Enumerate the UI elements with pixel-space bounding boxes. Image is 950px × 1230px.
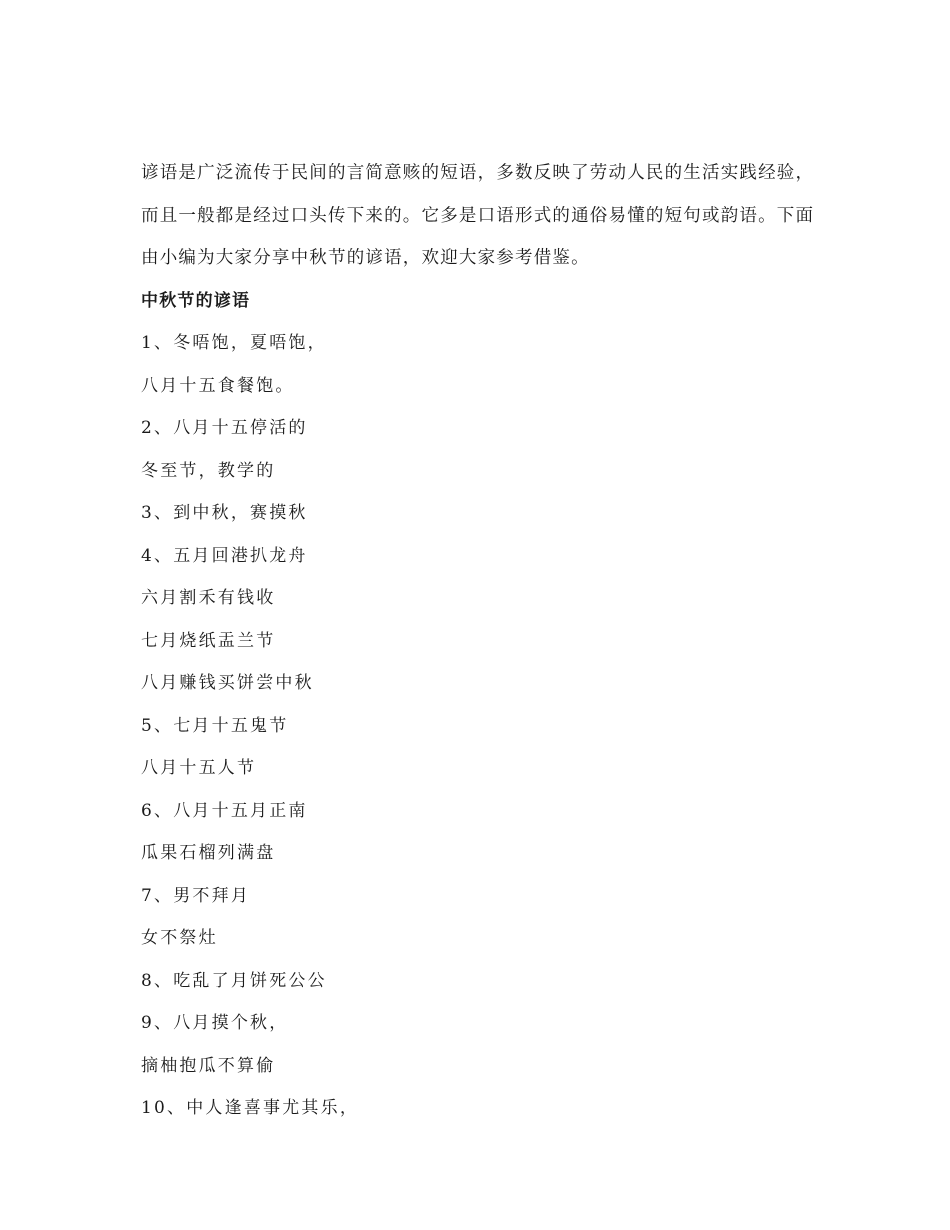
proverb-line: 5、七月十五鬼节 xyxy=(141,715,289,736)
section-heading: 中秋节的谚语 xyxy=(141,290,251,311)
proverb-list xyxy=(141,322,821,1130)
proverb-line: 6、八月十五月正南 xyxy=(141,800,308,821)
proverb-line: 9、八月摸个秋， xyxy=(141,1013,289,1033)
proverb-line: 八月十五食餐饱。 xyxy=(141,375,295,396)
proverb-line: 瓜果石榴列满盘 xyxy=(141,843,276,863)
proverb-line: 1、冬唔饱，夏唔饱， xyxy=(141,333,327,353)
document-body xyxy=(141,152,821,1130)
intro-line: 而且一般都是经过口头传下来的。它多是口语形式的通俗易懂的短句或韵语。下面 xyxy=(141,205,815,226)
proverb-line: 8、吃乱了月饼死公公 xyxy=(141,970,327,991)
proverb-line: 女不祭灶 xyxy=(141,928,218,948)
proverb-line: 冬至节，教学的 xyxy=(141,460,276,481)
intro-line: 由小编为大家分享中秋节的谚语，欢迎大家参考借鉴。 xyxy=(141,248,590,268)
proverb-line: 10、中人逢喜事尤其乐， xyxy=(141,1098,360,1118)
proverb-line: 六月割禾有钱收 xyxy=(141,588,276,608)
intro-line: 谚语是广泛流传于民间的言简意赅的短语，多数反映了劳动人民的生活实践经验， xyxy=(141,163,815,183)
proverb-line: 2、八月十五停活的 xyxy=(141,418,308,438)
proverb-line: 摘柚抱瓜不算偷 xyxy=(141,1055,276,1076)
intro-paragraph xyxy=(141,152,821,280)
proverb-line: 3、到中秋，赛摸秋 xyxy=(141,503,308,523)
proverb-line: 4、五月回港扒龙舟 xyxy=(141,545,308,566)
proverb-line: 7、男不拜月 xyxy=(141,885,251,906)
proverb-line: 八月赚钱买饼尝中秋 xyxy=(141,673,314,693)
proverb-line: 八月十五人节 xyxy=(141,758,257,778)
proverb-line: 七月烧纸盂兰节 xyxy=(141,630,276,651)
